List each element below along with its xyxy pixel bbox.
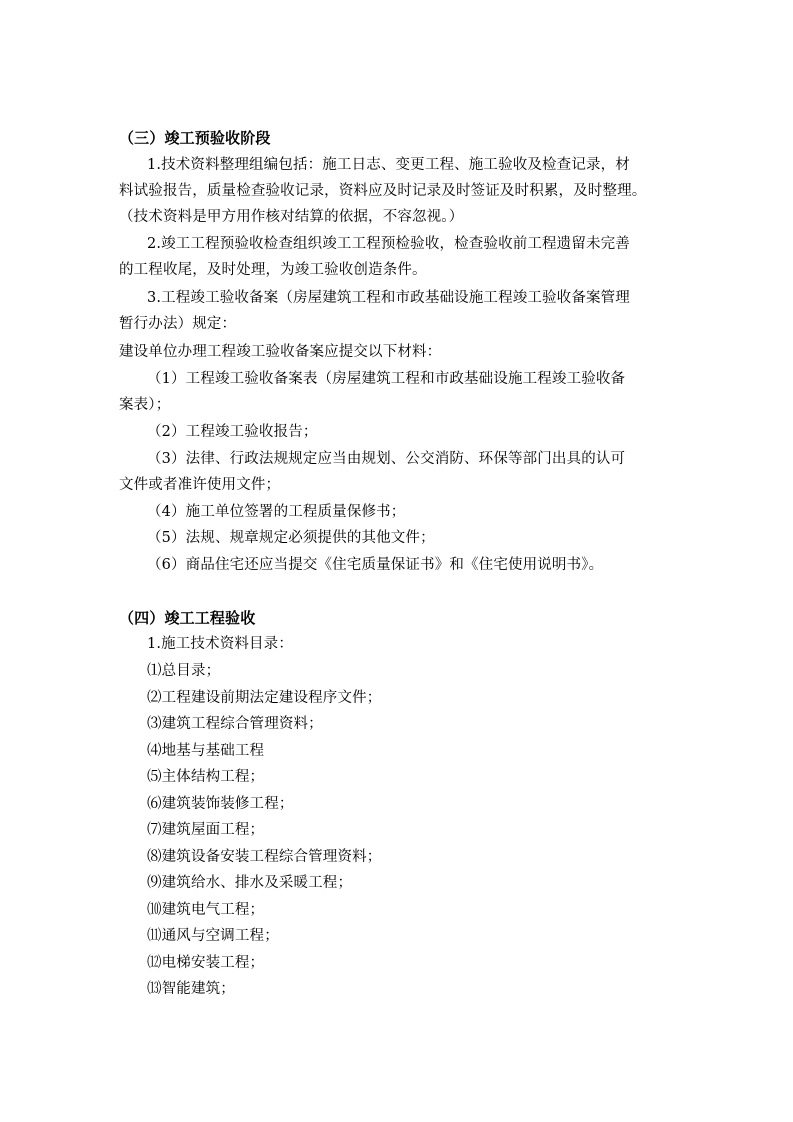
material-item-2: （2）工程竣工验收报告；	[147, 424, 318, 440]
material-item-4: （4）施工单位签署的工程质量保修书；	[147, 504, 406, 520]
catalog-item-8: ⑻建筑设备安装工程综合管理资料；	[147, 849, 382, 865]
catalog-intro: 1.施工技术资料目录：	[147, 636, 293, 652]
section-heading-4: （四）竣工工程验收	[119, 609, 256, 627]
material-item-5: （5）法规、规章规定必须提供的其他文件；	[147, 530, 435, 546]
paragraph-3-line-2: 暂行办法）规定：	[119, 316, 237, 332]
material-item-1-line-1: （1）工程竣工验收备案表（房屋建筑工程和市政基础设施工程竣工验收备	[147, 371, 626, 387]
paragraph-1-line-2: 料试验报告，质量检查验收记录，资料应及时记录及时签证及时积累，及时整理。	[119, 183, 647, 199]
catalog-item-9: ⑼建筑给水、排水及采暖工程；	[147, 875, 353, 891]
catalog-item-12: ⑿电梯安装工程；	[147, 955, 265, 971]
material-item-6: （6）商品住宅还应当提交《住宅质量保证书》和《住宅使用说明书》。	[147, 557, 604, 573]
paragraph-3-line-1: 3.工程竣工验收备案（房屋建筑工程和市政基础设施工程竣工验收备案管理	[147, 290, 630, 306]
catalog-item-3: ⑶建筑工程综合管理资料；	[147, 716, 323, 732]
paragraph-2-line-1: 2.竣工工程预验收检查组织竣工工程预检验收，检查验收前工程遗留未完善	[147, 236, 630, 252]
catalog-item-11: ⑾通风与空调工程；	[147, 928, 279, 944]
paragraph-1-line-3: （技术资料是甲方用作核对结算的依据，不容忽视。）	[119, 209, 464, 225]
material-item-3-line-2: 文件或者准许使用文件；	[119, 477, 281, 493]
catalog-item-1: ⑴总目录；	[147, 663, 221, 679]
material-item-3-line-1: （3）法律、行政法规规定应当由规划、公交消防、环保等部门出具的认可	[147, 451, 626, 467]
section-heading-3: （三）竣工预验收阶段	[119, 129, 271, 147]
catalog-item-4: ⑷地基与基础工程	[147, 743, 265, 759]
catalog-item-13: ⒀智能建筑；	[147, 981, 235, 997]
catalog-item-2: ⑵工程建设前期法定建设程序文件；	[147, 690, 382, 706]
catalog-item-7: ⑺建筑屋面工程；	[147, 822, 265, 838]
catalog-item-6: ⑹建筑装饰装修工程；	[147, 796, 294, 812]
paragraph-1-line-1: 1.技术资料整理组编包括：施工日志、变更工程、施工验收及检查记录，材	[147, 157, 630, 173]
paragraph-2-line-2: 的工程收尾，及时处理，为竣工验收创造条件。	[119, 262, 427, 278]
paragraph-4: 建设单位办理工程竣工验收备案应提交以下材料：	[119, 344, 442, 360]
material-item-1-line-2: 案表）；	[119, 397, 171, 413]
catalog-item-10: ⑽建筑电气工程；	[147, 902, 265, 918]
catalog-item-5: ⑸主体结构工程；	[147, 769, 265, 785]
